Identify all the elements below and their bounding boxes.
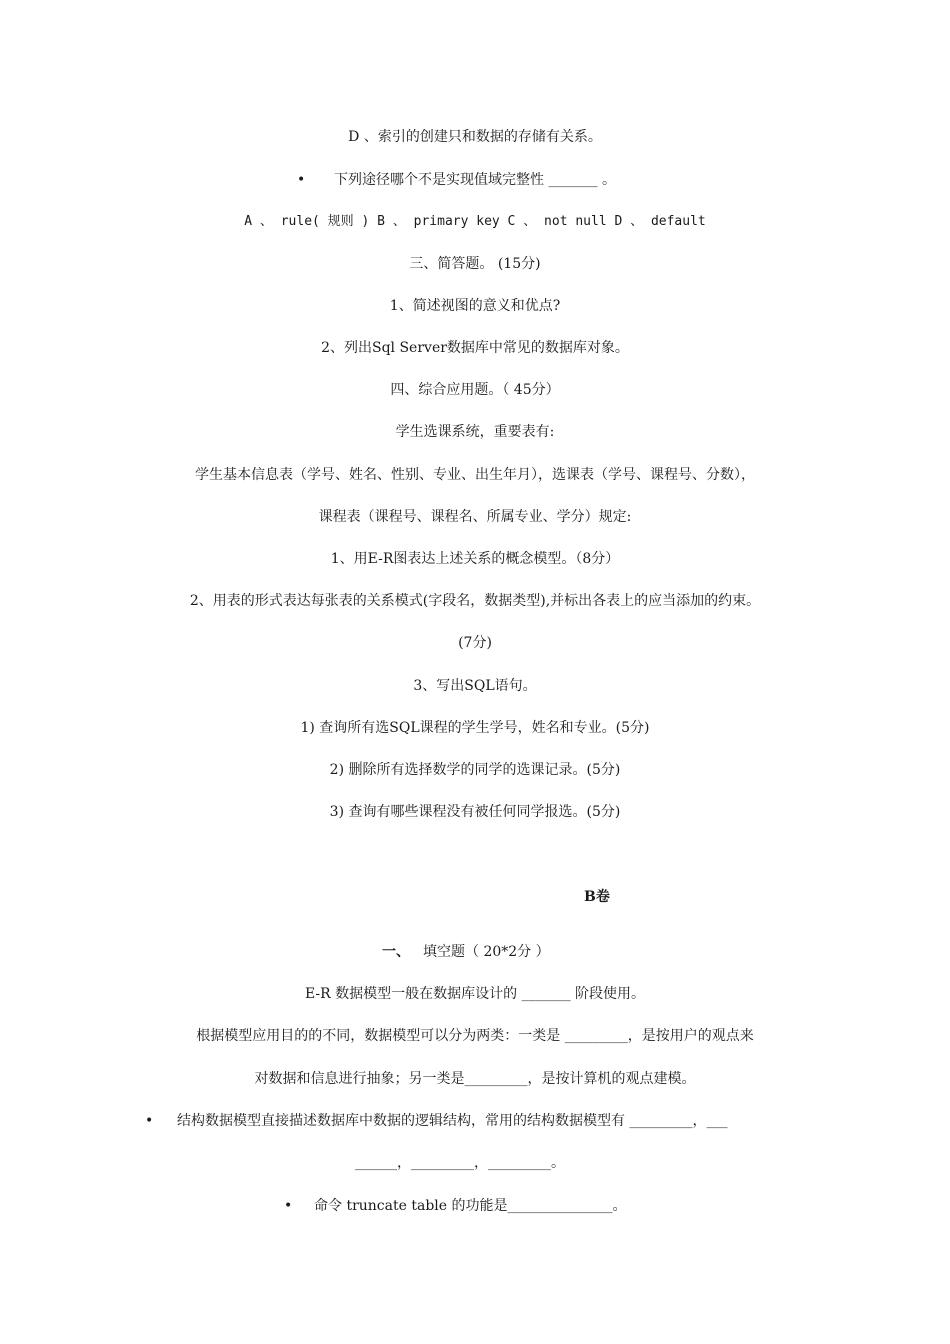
tables-description-2: 课程表（课程号、课程名、所属专业、学分）规定: [318,509,632,525]
sql-query-2: 2) 删除所有选择数学的同学的选课记录。(5分) [329,762,621,778]
section-1-number: 一、 [382,944,410,960]
tables-description-1: 学生基本信息表（学号、姓名、性别、专业、出生年月），选课表（学号、课程号、分数）， [195,467,755,483]
fill-blank-q4: 命令 truncate table 的功能是_______________。 [314,1198,627,1214]
system-intro: 学生选课系统，重要表有: [395,424,555,440]
fill-blank-q2-line1: 根据模型应用目的的不同，数据模型可以分为两类：一类是 _________，是按用户的观点来 [196,1028,754,1044]
section-4-heading: 四、综合应用题。（ 45分） [390,382,560,398]
bullet-icon: • [284,1198,293,1214]
task-3: 3、写出SQL语句。 [413,678,537,694]
short-answer-q2: 2、列出Sql Server数据库中常见的数据库对象。 [321,340,629,356]
answer-options-line: A 、 rule( 规则 ) B 、 primary key C 、 not null D 、 default [244,214,706,229]
task-1: 1、用E-R图表达上述关系的概念模型。（8分） [330,551,620,567]
bullet-icon: • [297,172,306,188]
sql-query-3: 3) 查询有哪些课程没有被任何同学报选。(5分) [329,804,621,820]
option-d-line: D 、索引的创建只和数据的存储有关系。 [348,129,602,145]
sql-query-1: 1) 查询所有选SQL课程的学生学号，姓名和专业。(5分) [300,720,650,736]
fill-blank-q2-line2: 对数据和信息进行抽象；另一类是_________，是按计算机的观点建模。 [254,1071,696,1087]
short-answer-q1: 1、简述视图的意义和优点? [389,298,561,314]
task-2-points: (7分) [458,635,492,651]
paper-b-title: B卷 [584,889,610,905]
section-3-heading: 三、简答题。 (15分) [409,256,541,272]
task-2: 2、用表的形式表达每张表的关系模式(字段名，数据类型),并标出各表上的应当添加的约束。 [189,593,761,609]
question-domain-integrity: 下列途径哪个不是实现值域完整性 _______ 。 [334,172,616,188]
fill-blank-q3-line1: 结构数据模型直接描述数据库中数据的逻辑结构，常用的结构数据模型有 _________，___ [177,1113,728,1129]
fill-blank-q1: E-R 数据模型一般在数据库设计的 _______ 阶段使用。 [304,986,646,1002]
section-1-heading: 填空题（ 20*2分 ） [423,944,550,960]
bullet-icon: • [145,1113,154,1129]
fill-blank-q3-line2: ______，_________，_________。 [355,1155,565,1171]
